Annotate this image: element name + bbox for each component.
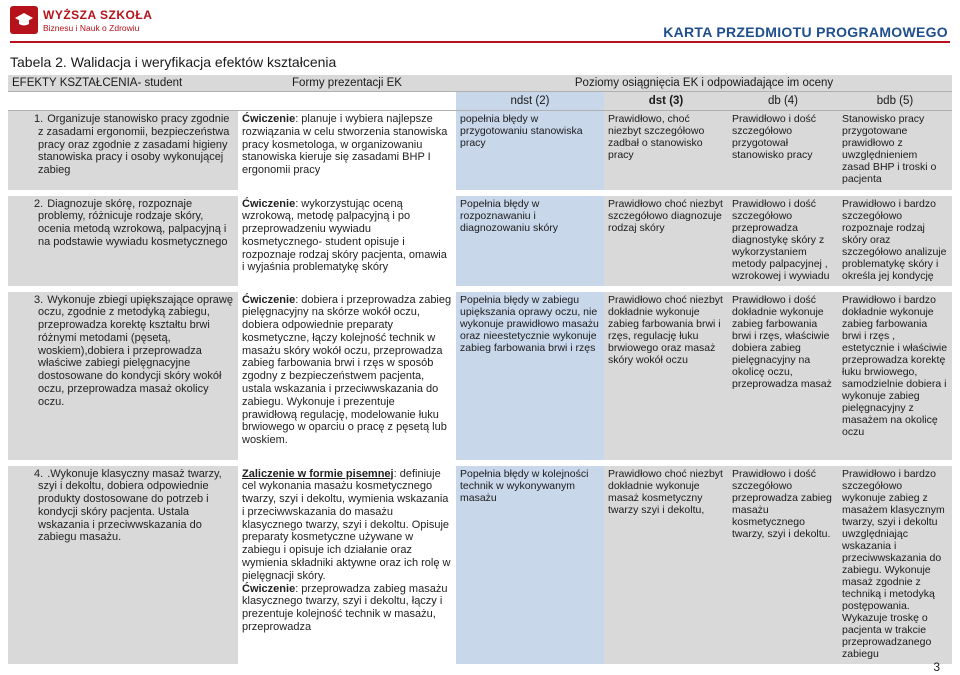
form-cell: Ćwiczenie: dobiera i przeprowadza zabieg pielęgnacyjny na skórze wokół oczu, dobiera odpowiednie preparaty kosmetyczne, łączy kolejność technik w masażu skóry wokół oczu, przeprowadza zabieg farbowania brwi i rzęs w sposób zgodny z bezpieczeństwem pacjenta, ustala wskazania i przeciwwskazania do zabiegu. Wykonuje i prezentuje prawidłową regulację, modelowanie łuku brwiowego w oparciu o pracę z pęsetą lub woskiem.	[238, 289, 456, 463]
header-levels: Poziomy osiągnięcia EK i odpowiadające im oceny	[456, 75, 952, 92]
grade-header-row	[8, 92, 952, 111]
grade-header-spacer	[238, 92, 456, 111]
header-db: db (4)	[728, 92, 838, 111]
dst-cell: Prawidłowo, choć niezbyt szczegółowo zadbał o stanowisko pracy	[604, 111, 728, 193]
table-row	[8, 193, 952, 289]
form-cell: Ćwiczenie: planuje i wybiera najlepsze rozwiązania w celu stworzenia stanowiska pracy kosmetologa, w organizowaniu stanowiska kieruje się zasadami BHP I ergonomii pracy	[238, 111, 456, 193]
effect-cell: 2. Diagnozuje skórę, rozpoznaje problemy, różnicuje rodzaje skóry, ocenia metodą wzrokową, palpacyjną i na podstawie wywiadu kosmetycznego	[8, 193, 238, 289]
header-dst: dst (3)	[604, 92, 728, 111]
header-divider	[10, 41, 950, 43]
form-cell: Ćwiczenie: wykorzystując oceną wzrokową, metodę palpacyjną i po przeprowadzeniu wywiadu kosmetycznego- student opisuje i rozpoznaje rodzaj skóry pacjenta, omawia i wyjaśnia problematykę skóry	[238, 193, 456, 289]
db-cell: Prawidłowo i dość szczegółowo przeprowadza zabieg masażu kosmetycznego twarzy, szyi i dekoltu.	[728, 463, 838, 667]
school-logo	[10, 6, 153, 36]
header-effects: EFEKTY KSZTAŁCENIA- student	[8, 75, 238, 92]
db-cell: Prawidłowo i dość szczegółowo przeprowadza diagnostykę skóry z wykorzystaniem metody palpacyjnej , wzrokowej i wywiadu	[728, 193, 838, 289]
bdb-cell: Stanowisko pracy przygotowane prawidłowo z uwzględnieniem zasad BHP i troski o pacjenta	[838, 111, 952, 193]
logo-name: WYŻSZA SZKOŁA	[43, 8, 153, 22]
document-title: KARTA PRZEDMIOTU PROGRAMOWEGO	[663, 24, 948, 40]
ndst-cell: Popełnia błędy w kolejności technik w wykonywanym masażu	[456, 463, 604, 667]
table-title: Tabela 2. Walidacja i weryfikacja efektów kształcenia	[10, 54, 337, 70]
header-bdb: bdb (5)	[838, 92, 952, 111]
effect-cell: 1. Organizuje stanowisko pracy zgodnie z zasadami ergonomii, bezpieczeństwa pracy oraz zgodnie z zasadami higieny stanowiska pracy i osoby wykonującej zabieg	[8, 111, 238, 193]
dst-cell: Prawidłowo choć niezbyt dokładnie wykonuje masaż kosmetyczny twarzy szyi i dekoltu,	[604, 463, 728, 667]
ndst-cell: Popełnia błędy w rozpoznawaniu i diagnozowaniu skóry	[456, 193, 604, 289]
ndst-cell: popełnia błędy w przygotowaniu stanowiska pracy	[456, 111, 604, 193]
validation-table	[8, 75, 952, 670]
table-row	[8, 289, 952, 463]
header-ndst: ndst (2)	[456, 92, 604, 111]
dst-cell: Prawidłowo choć niezbyt szczegółowo diagnozuje rodzaj skóry	[604, 193, 728, 289]
db-cell: Prawidłowo i dość szczegółowo przygotował stanowisko pracy	[728, 111, 838, 193]
dst-cell: Prawidłowo choć niezbyt dokładnie wykonuje zabieg farbowania brwi i rzęs, regulację łuku brwiowego oraz masaż skóry wokół oczu	[604, 289, 728, 463]
effect-cell: 3. Wykonuje zbiegi upiększające oprawę oczu, zgodnie z metodyką zabiegu, przeprowadza korektę kształtu brwi różnymi metodami (pęsetą, woskiem),dobiera i przeprowadza właściwe zabiegi pielęgnacyjne dostosowane do kondycji skóry wokół oczu, przeprowadza masaż okolicy oczu.	[8, 289, 238, 463]
logo-subtitle: Biznesu i Nauk o Zdrowiu	[43, 23, 140, 33]
graduation-cap-icon	[10, 6, 38, 34]
db-cell: Prawidłowo i dość dokładnie wykonuje zabieg farbowania brwi i rzęs, właściwie dobiera zabieg pielęgnacyjny na okolicę oczu, przeprowadza masaż	[728, 289, 838, 463]
bdb-cell: Prawidłowo i bardzo dokładnie wykonuje zabieg farbowania brwi i rzęs , estetycznie i właściwie przeprowadza korektę łuku brwiowego, samodzielnie dobiera i wykonuje zabieg pielęgnacyjny z masażem na okolicę oczu	[838, 289, 952, 463]
ndst-cell: Popełnia błędy w zabiegu upiększania oprawy oczu, nie wykonuje prawidłowo masażu oraz nieestetycznie wykonuje zabieg farbowania brwi i rzęs	[456, 289, 604, 463]
grade-header-spacer	[8, 92, 238, 111]
bdb-cell: Prawidłowo i bardzo szczegółowo rozpoznaje rodzaj skóry oraz szczegółowo analizuje problematykę skóry i określa jej kondycję	[838, 193, 952, 289]
page-number: 3	[933, 660, 940, 674]
table-row	[8, 463, 952, 667]
table-row	[8, 111, 952, 193]
effect-cell: 4. .Wykonuje klasyczny masaż twarzy, szyi i dekoltu, dobiera odpowiednie produkty dostosowane do potrzeb i kondycji skóry pacjenta. Ustala wskazania i przeciwwskazania do zabiegu masażu.	[8, 463, 238, 667]
header-forms: Formy prezentacji EK	[238, 75, 456, 92]
bdb-cell: Prawidłowo i bardzo szczegółowo wykonuje zabieg z masażem klasycznym twarzy, szyi i dekoltu uwzględniając wskazania i przeciwwskazania do zabiegu. Wykonuje masaż zgodnie z techniką i metodyką postępowania. Wykazuje troskę o pacjenta w trakcie przeprowadzanego zabiegu	[838, 463, 952, 667]
table-header-row	[8, 75, 952, 92]
form-cell: Zaliczenie w formie pisemnej: definiuje cel wykonania masażu kosmetycznego twarzy, szyi i dekoltu, wymienia wskazania i przeciwwskazania do masażu klasycznego twarzy, szyi i dekoltu. Opisuje preparaty kosmetyczne używane w zabiegu i opisuje ich działanie oraz wymienia składniki aktywne oraz ich rolę w pielęgnacji skóry. Ćwiczenie: przeprowadza zabieg masażu klasycznego twarzy, szyi i dekoltu, łączy i prezentuje kolejność technik w masażu, przeprowadza	[238, 463, 456, 667]
